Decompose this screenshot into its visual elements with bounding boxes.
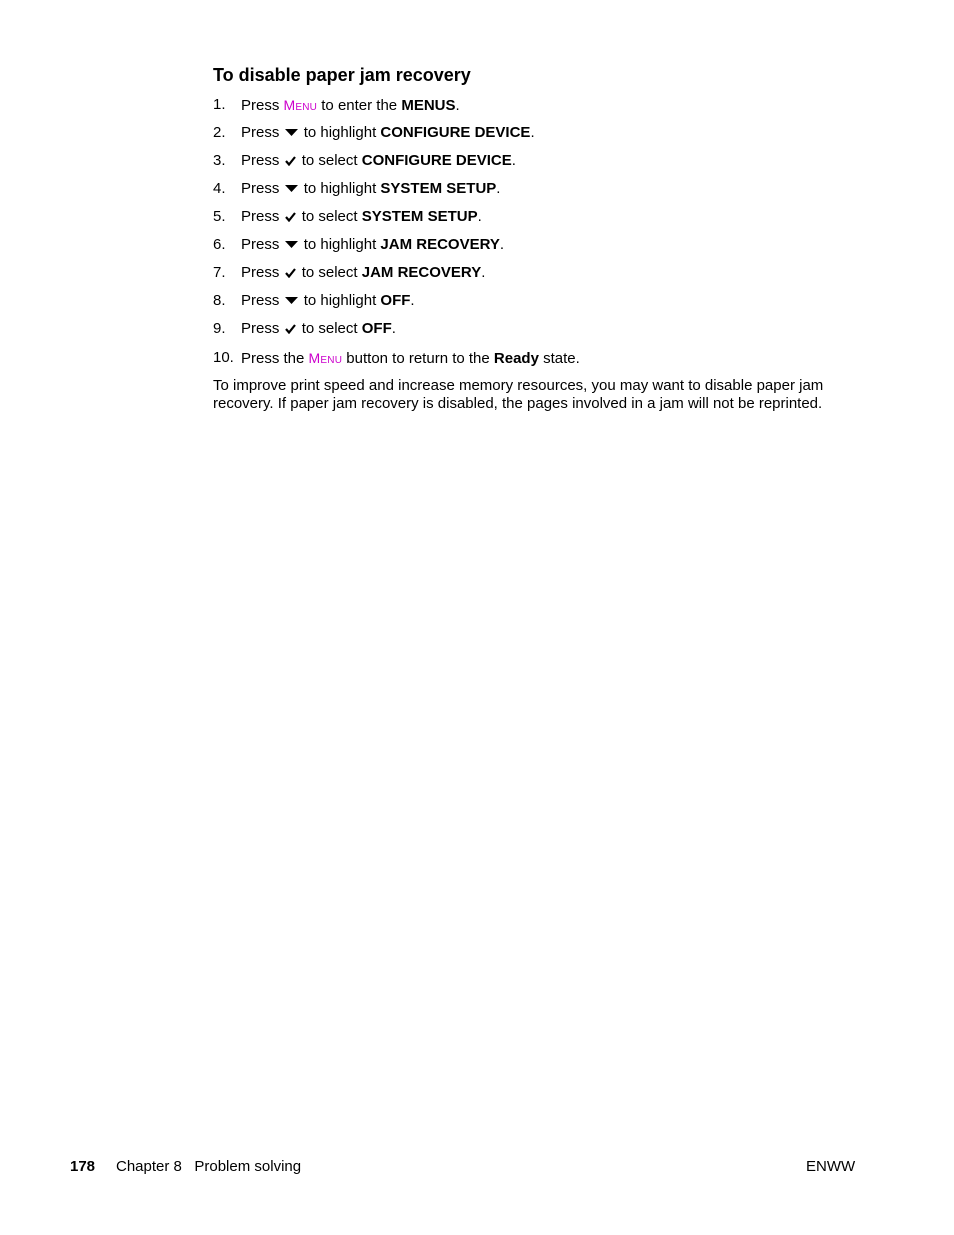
- down-arrow-icon: [285, 297, 298, 305]
- step-number: 7.: [213, 264, 226, 281]
- menu-key-label: Menu: [283, 97, 318, 113]
- chapter-title: Chapter 8 Problem solving: [116, 1158, 302, 1175]
- step-verb: Press: [241, 152, 280, 169]
- step-target: JAM RECOVERY: [361, 264, 482, 281]
- checkmark-icon: [285, 268, 296, 278]
- step-end: .: [477, 208, 482, 225]
- step-number: 6.: [213, 236, 226, 253]
- step-end: .: [530, 124, 535, 141]
- step-target: MENUS: [401, 97, 456, 114]
- step-action: button to return to the: [346, 350, 490, 367]
- section-heading: To disable paper jam recovery: [213, 65, 471, 85]
- step-action: to highlight: [303, 292, 377, 309]
- step-action: to highlight: [303, 124, 377, 141]
- down-arrow-icon: [285, 185, 298, 193]
- step-end: .: [455, 97, 460, 114]
- body-paragraph: To improve print speed and increase memory resources, you may want to disable paper jam recovery. If paper jam recovery is disabled, the pages involved in a jam will not be reprinted.: [213, 377, 824, 412]
- down-arrow-icon: [285, 129, 298, 137]
- step-target: OFF: [380, 292, 411, 309]
- step-number: 2.: [213, 124, 226, 141]
- step-verb: Press: [241, 180, 280, 197]
- page-number: 178: [70, 1158, 96, 1175]
- step-end: .: [391, 320, 396, 337]
- step-number: 8.: [213, 292, 226, 309]
- step-end: .: [499, 236, 505, 253]
- footer-right-label: ENWW: [806, 1158, 856, 1175]
- checkmark-icon: [285, 212, 296, 222]
- step-end: state.: [543, 350, 580, 367]
- step-verb: Press the: [241, 350, 305, 367]
- step-action: to select: [301, 152, 358, 169]
- step-target: SYSTEM SETUP: [380, 180, 497, 197]
- step-target: OFF: [361, 320, 392, 337]
- step-target: SYSTEM SETUP: [361, 208, 478, 225]
- step-end: .: [496, 180, 501, 197]
- step-end: .: [511, 152, 516, 169]
- step-target: CONFIGURE DEVICE: [361, 152, 512, 169]
- step-verb: Press: [241, 97, 280, 114]
- step-verb: Press: [241, 236, 280, 253]
- step-action: to select: [301, 320, 358, 337]
- step-verb: Press: [241, 320, 280, 337]
- step-target: CONFIGURE DEVICE: [380, 124, 531, 141]
- step-action: to highlight: [303, 236, 377, 253]
- step-action: to select: [301, 208, 358, 225]
- step-number: 4.: [213, 180, 226, 197]
- down-arrow-icon: [285, 241, 298, 249]
- step-number: 3.: [213, 152, 226, 169]
- step-verb: Press: [241, 292, 280, 309]
- step-number: 5.: [213, 208, 226, 225]
- step-number: 1.: [213, 96, 226, 113]
- step-end: .: [481, 264, 486, 281]
- step-end: .: [410, 292, 415, 309]
- step-action: to select: [301, 264, 358, 281]
- menu-key-label: Menu: [308, 350, 343, 366]
- step-action: to enter the: [321, 97, 398, 114]
- checkmark-icon: [285, 324, 296, 334]
- step-verb: Press: [241, 208, 280, 225]
- step-action: to highlight: [303, 180, 377, 197]
- step-target: Ready: [493, 350, 539, 367]
- checkmark-icon: [285, 156, 296, 166]
- step-verb: Press: [241, 124, 280, 141]
- step-verb: Press: [241, 264, 280, 281]
- step-number: 9.: [213, 320, 226, 337]
- step-number: 10.: [213, 349, 234, 366]
- step-target: JAM RECOVERY: [380, 236, 500, 253]
